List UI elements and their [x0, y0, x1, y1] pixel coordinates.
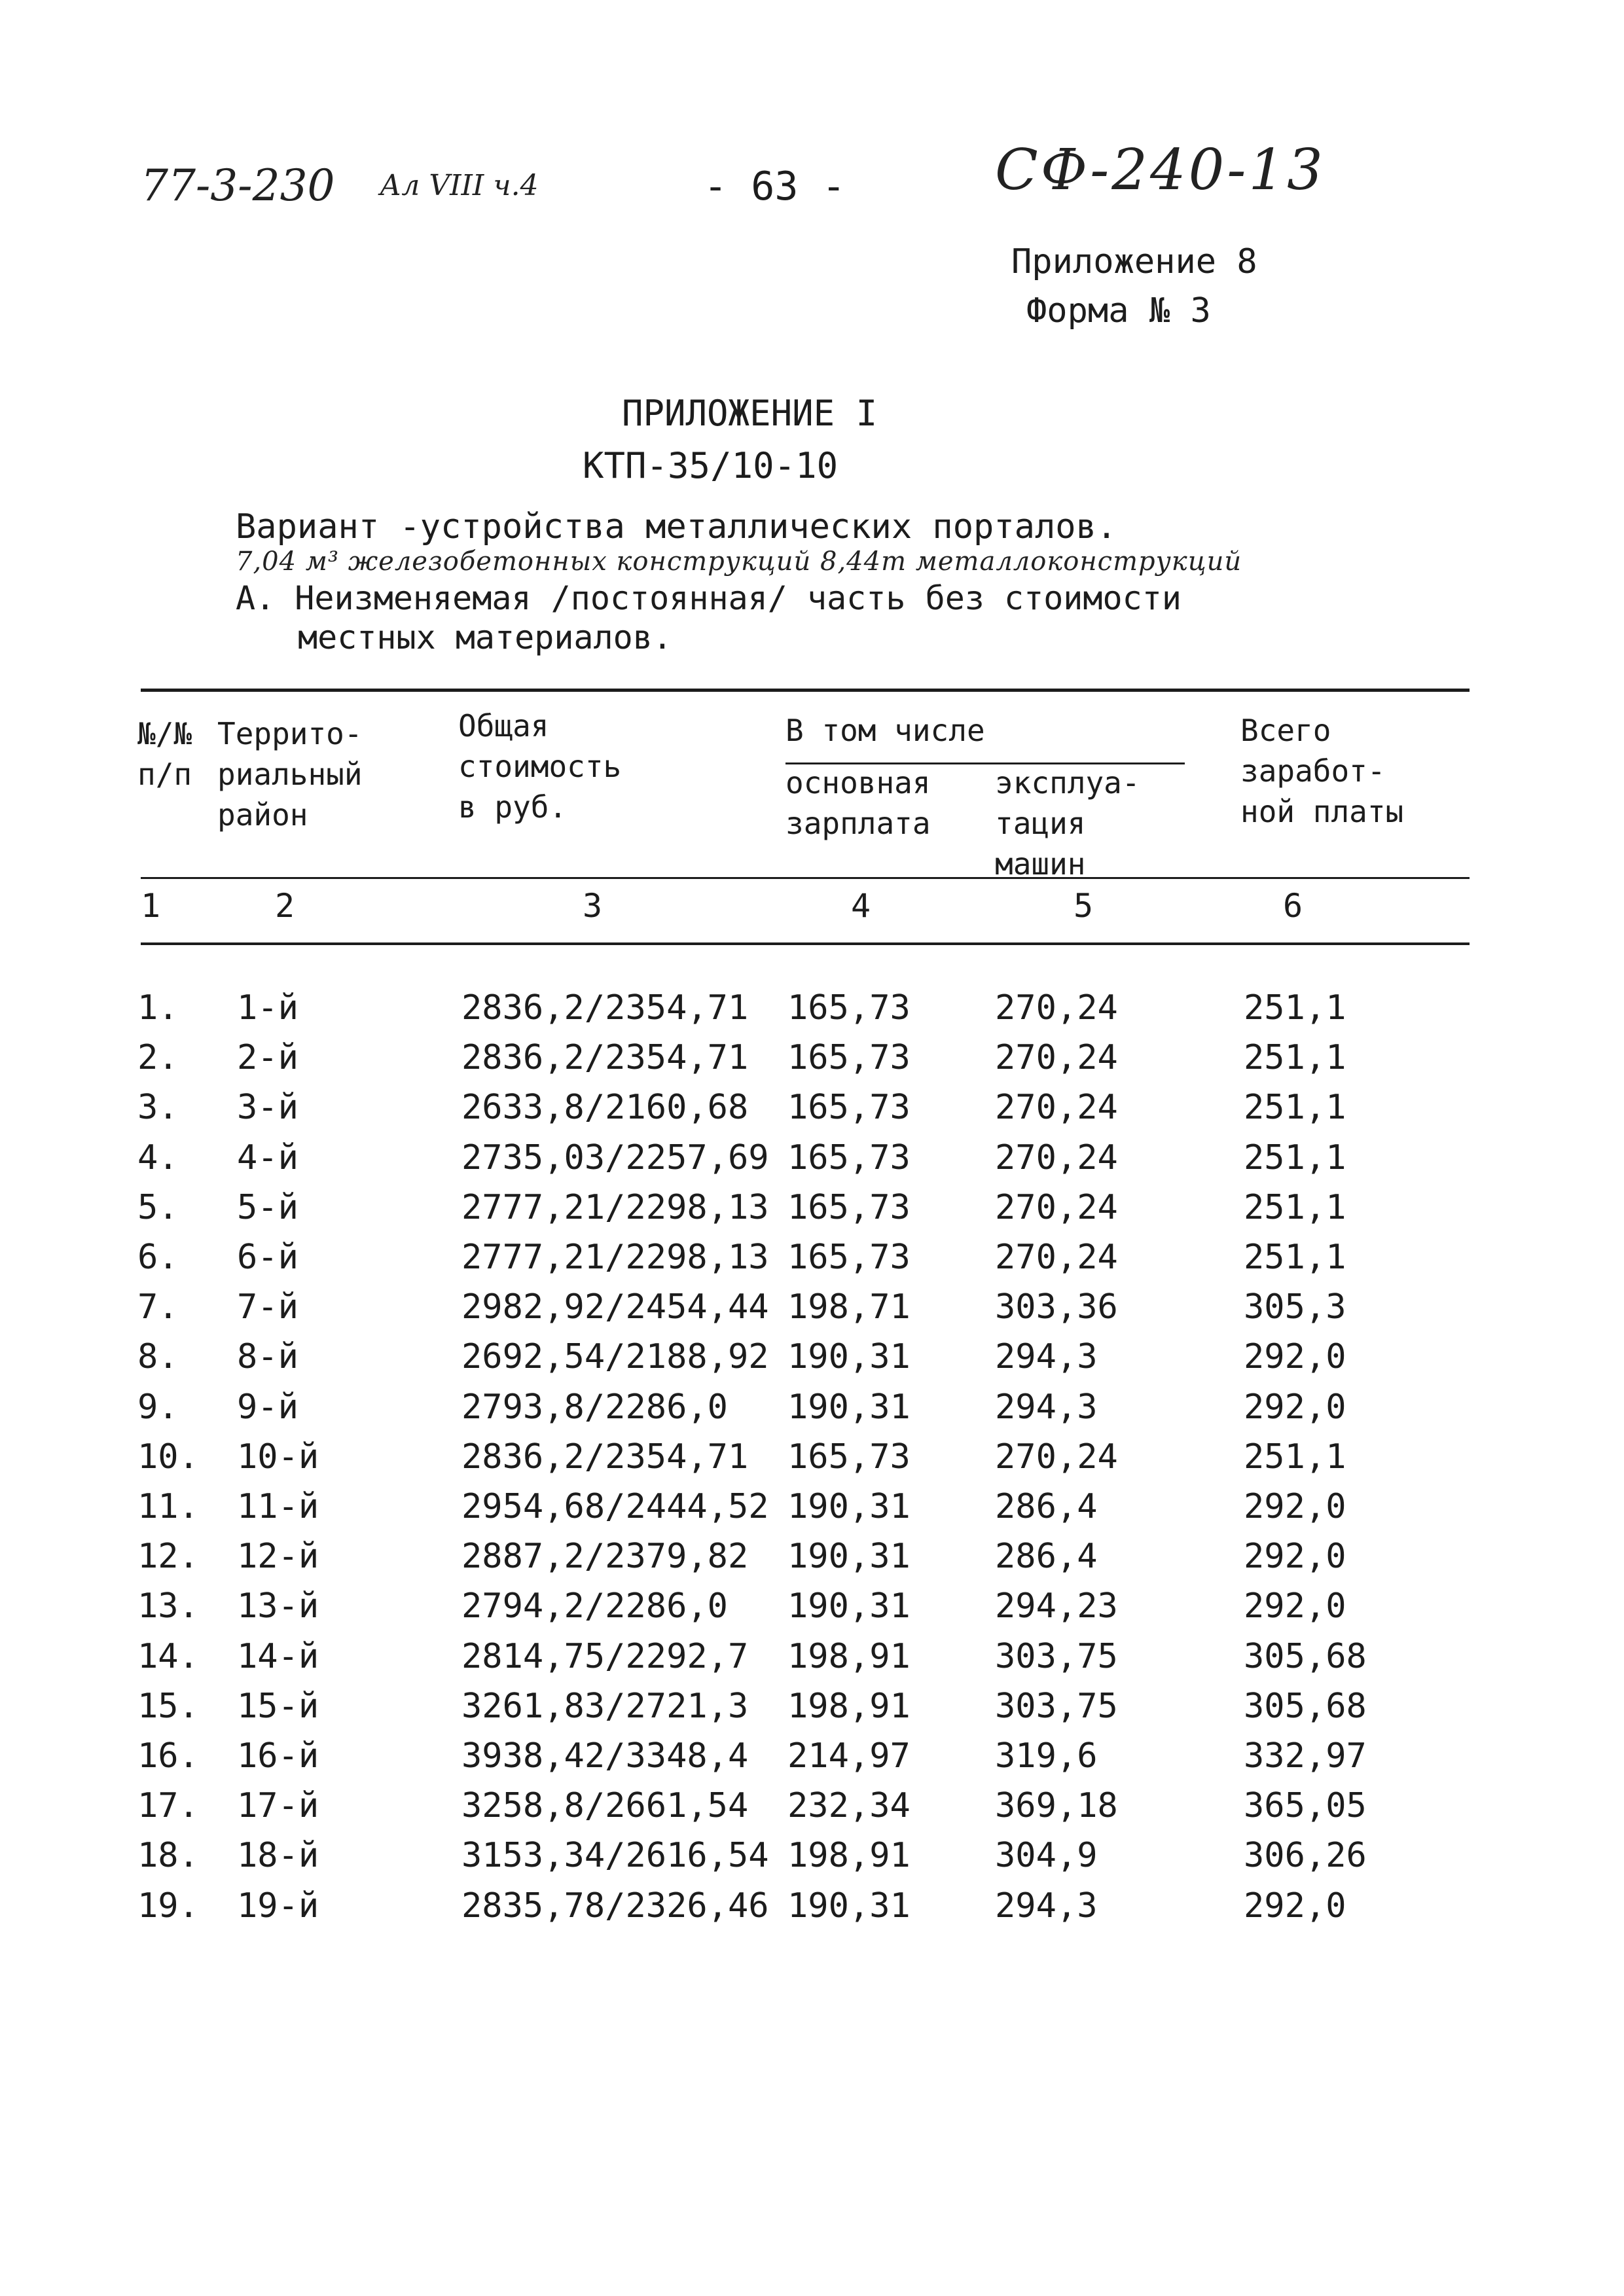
row-total-cost: 2836,2/2354,71 — [461, 1437, 749, 1477]
row-base-salary: 198,71 — [787, 1287, 911, 1327]
row-total-cost: 2777,21/2298,13 — [461, 1188, 769, 1227]
row-number: 12. — [137, 1537, 199, 1576]
row-region: 19-й — [237, 1886, 319, 1926]
row-total-wages: 305,3 — [1244, 1287, 1346, 1327]
row-total-cost: 2982,92/2454,44 — [461, 1287, 769, 1327]
row-total-cost: 2777,21/2298,13 — [461, 1238, 769, 1277]
column-numbers-rule — [141, 942, 1470, 945]
row-base-salary: 165,73 — [787, 1138, 911, 1177]
row-region: 6-й — [237, 1238, 298, 1277]
row-total-cost: 2836,2/2354,71 — [461, 1038, 749, 1077]
row-total-wages: 251,1 — [1244, 1238, 1346, 1277]
row-total-wages: 251,1 — [1244, 1038, 1346, 1077]
header-region: Террито- риальный район — [217, 716, 363, 833]
row-number: 18. — [137, 1836, 199, 1875]
row-total-wages: 305,68 — [1244, 1637, 1367, 1676]
row-machine-operation: 286,4 — [995, 1537, 1098, 1576]
row-machine-operation: 294,3 — [995, 1388, 1098, 1427]
row-machine-operation: 304,9 — [995, 1836, 1098, 1875]
row-region: 12-й — [237, 1537, 319, 1576]
row-number: 16. — [137, 1736, 199, 1776]
row-base-salary: 165,73 — [787, 1437, 911, 1477]
row-base-salary: 198,91 — [787, 1687, 911, 1726]
row-base-salary: 165,73 — [787, 1188, 911, 1227]
row-region: 14-й — [237, 1637, 319, 1676]
column-number-4: 4 — [851, 887, 871, 925]
header-total-wages: Всего заработ- ной платы — [1240, 713, 1404, 829]
row-region: 7-й — [237, 1287, 298, 1327]
row-number: 2. — [137, 1038, 179, 1077]
handwritten-note: 7,04 м³ железобетонных конструкций 8,44т металлоконструкций — [236, 547, 1242, 577]
row-total-wages: 292,0 — [1244, 1537, 1346, 1576]
row-base-salary: 165,73 — [787, 1038, 911, 1077]
row-machine-operation: 270,24 — [995, 1437, 1118, 1477]
row-region: 4-й — [237, 1138, 298, 1177]
row-total-wages: 365,05 — [1244, 1786, 1367, 1825]
row-total-cost: 2794,2/2286,0 — [461, 1587, 728, 1626]
row-total-cost: 2887,2/2379,82 — [461, 1537, 749, 1576]
row-machine-operation: 270,24 — [995, 1038, 1118, 1077]
row-region: 2-й — [237, 1038, 298, 1077]
row-base-salary: 198,91 — [787, 1836, 911, 1875]
row-machine-operation: 270,24 — [995, 1138, 1118, 1177]
row-number: 7. — [137, 1287, 179, 1327]
header-total-cost: Общая стоимость в руб. — [458, 708, 622, 825]
row-machine-operation: 369,18 — [995, 1786, 1118, 1825]
row-total-wages: 251,1 — [1244, 1437, 1346, 1477]
row-number: 15. — [137, 1687, 199, 1726]
section-title: ПРИЛОЖЕНИЕ I — [622, 393, 878, 434]
appendix-note: Приложение 8 — [1011, 242, 1257, 281]
row-number: 13. — [137, 1587, 199, 1626]
row-total-wages: 332,97 — [1244, 1736, 1367, 1776]
row-total-cost: 2814,75/2292,7 — [461, 1637, 749, 1676]
row-base-salary: 165,73 — [787, 1088, 911, 1127]
form-note: Форма № 3 — [1026, 291, 1211, 331]
row-machine-operation: 303,75 — [995, 1637, 1118, 1676]
row-region: 8-й — [237, 1337, 298, 1376]
row-region: 11-й — [237, 1487, 319, 1526]
header-base-salary: основная зарплата — [785, 765, 931, 841]
row-total-cost: 2633,8/2160,68 — [461, 1088, 749, 1127]
row-base-salary: 190,31 — [787, 1487, 911, 1526]
row-total-cost: 3261,83/2721,3 — [461, 1687, 749, 1726]
column-number-6: 6 — [1283, 887, 1303, 925]
row-number: 10. — [137, 1437, 199, 1477]
column-number-5: 5 — [1074, 887, 1094, 925]
row-number: 9. — [137, 1388, 179, 1427]
row-number: 6. — [137, 1238, 179, 1277]
row-number: 5. — [137, 1188, 179, 1227]
row-region: 1-й — [237, 988, 298, 1028]
row-base-salary: 190,31 — [787, 1886, 911, 1926]
row-base-salary: 165,73 — [787, 988, 911, 1028]
row-base-salary: 214,97 — [787, 1736, 911, 1776]
header-bottom-rule — [141, 877, 1470, 879]
handwritten-code: 77-3-230 — [141, 160, 335, 211]
row-base-salary: 190,31 — [787, 1587, 911, 1626]
column-number-1: 1 — [141, 887, 161, 925]
row-total-cost: 2692,54/2188,92 — [461, 1337, 769, 1376]
row-region: 16-й — [237, 1736, 319, 1776]
row-machine-operation: 270,24 — [995, 988, 1118, 1028]
variant-line: Вариант -устройства металлических порталов. — [236, 507, 1117, 547]
row-region: 9-й — [237, 1388, 298, 1427]
part-description-line-1: А. Неизменяемая /постоянная/ часть без стоимости — [236, 579, 1182, 617]
row-region: 13-й — [237, 1587, 319, 1626]
row-machine-operation: 303,36 — [995, 1287, 1118, 1327]
row-machine-operation: 270,24 — [995, 1238, 1118, 1277]
row-number: 8. — [137, 1337, 179, 1376]
handwritten-doc-id: СФ-240-13 — [995, 137, 1326, 203]
row-machine-operation: 294,3 — [995, 1337, 1098, 1376]
row-total-wages: 251,1 — [1244, 1138, 1346, 1177]
row-region: 5-й — [237, 1188, 298, 1227]
row-number: 19. — [137, 1886, 199, 1926]
header-including: В том числе — [785, 713, 985, 748]
row-region: 15-й — [237, 1687, 319, 1726]
row-total-wages: 251,1 — [1244, 988, 1346, 1028]
row-region: 18-й — [237, 1836, 319, 1875]
row-base-salary: 232,34 — [787, 1786, 911, 1825]
row-machine-operation: 294,3 — [995, 1886, 1098, 1926]
row-machine-operation: 270,24 — [995, 1088, 1118, 1127]
column-number-3: 3 — [583, 887, 603, 925]
table-top-rule — [141, 689, 1470, 692]
row-machine-operation: 286,4 — [995, 1487, 1098, 1526]
row-base-salary: 198,91 — [787, 1637, 911, 1676]
row-total-cost: 2835,78/2326,46 — [461, 1886, 769, 1926]
row-total-cost: 3938,42/3348,4 — [461, 1736, 749, 1776]
row-number: 17. — [137, 1786, 199, 1825]
handwritten-code-suffix: Ал VIII ч.4 — [380, 169, 539, 202]
row-number: 14. — [137, 1637, 199, 1676]
row-total-wages: 292,0 — [1244, 1886, 1346, 1926]
row-number: 1. — [137, 988, 179, 1028]
part-description-line-2: местных материалов. — [298, 619, 672, 656]
row-total-cost: 2954,68/2444,52 — [461, 1487, 769, 1526]
row-total-wages: 292,0 — [1244, 1388, 1346, 1427]
page-number: - 63 - — [704, 164, 846, 209]
row-region: 10-й — [237, 1437, 319, 1477]
row-base-salary: 190,31 — [787, 1337, 911, 1376]
row-total-wages: 292,0 — [1244, 1337, 1346, 1376]
row-base-salary: 165,73 — [787, 1238, 911, 1277]
row-number: 4. — [137, 1138, 179, 1177]
row-total-cost: 2735,03/2257,69 — [461, 1138, 769, 1177]
row-total-cost: 2836,2/2354,71 — [461, 988, 749, 1028]
row-number: 3. — [137, 1088, 179, 1127]
row-machine-operation: 303,75 — [995, 1687, 1118, 1726]
row-total-cost: 3153,34/2616,54 — [461, 1836, 769, 1875]
row-machine-operation: 294,23 — [995, 1587, 1118, 1626]
column-number-2: 2 — [275, 887, 295, 925]
header-machine-operation: эксплуа- тация машин — [995, 765, 1140, 882]
project-code: КТП-35/10-10 — [583, 445, 839, 486]
row-machine-operation: 319,6 — [995, 1736, 1098, 1776]
row-total-wages: 305,68 — [1244, 1687, 1367, 1726]
row-region: 3-й — [237, 1088, 298, 1127]
row-base-salary: 190,31 — [787, 1388, 911, 1427]
row-total-wages: 292,0 — [1244, 1587, 1346, 1626]
row-total-cost: 3258,8/2661,54 — [461, 1786, 749, 1825]
row-machine-operation: 270,24 — [995, 1188, 1118, 1227]
row-total-cost: 2793,8/2286,0 — [461, 1388, 728, 1427]
row-total-wages: 292,0 — [1244, 1487, 1346, 1526]
row-number: 11. — [137, 1487, 199, 1526]
row-region: 17-й — [237, 1786, 319, 1825]
row-total-wages: 251,1 — [1244, 1188, 1346, 1227]
row-base-salary: 190,31 — [787, 1537, 911, 1576]
row-total-wages: 306,26 — [1244, 1836, 1367, 1875]
row-total-wages: 251,1 — [1244, 1088, 1346, 1127]
header-row-number: №/№ п/п — [137, 716, 192, 792]
